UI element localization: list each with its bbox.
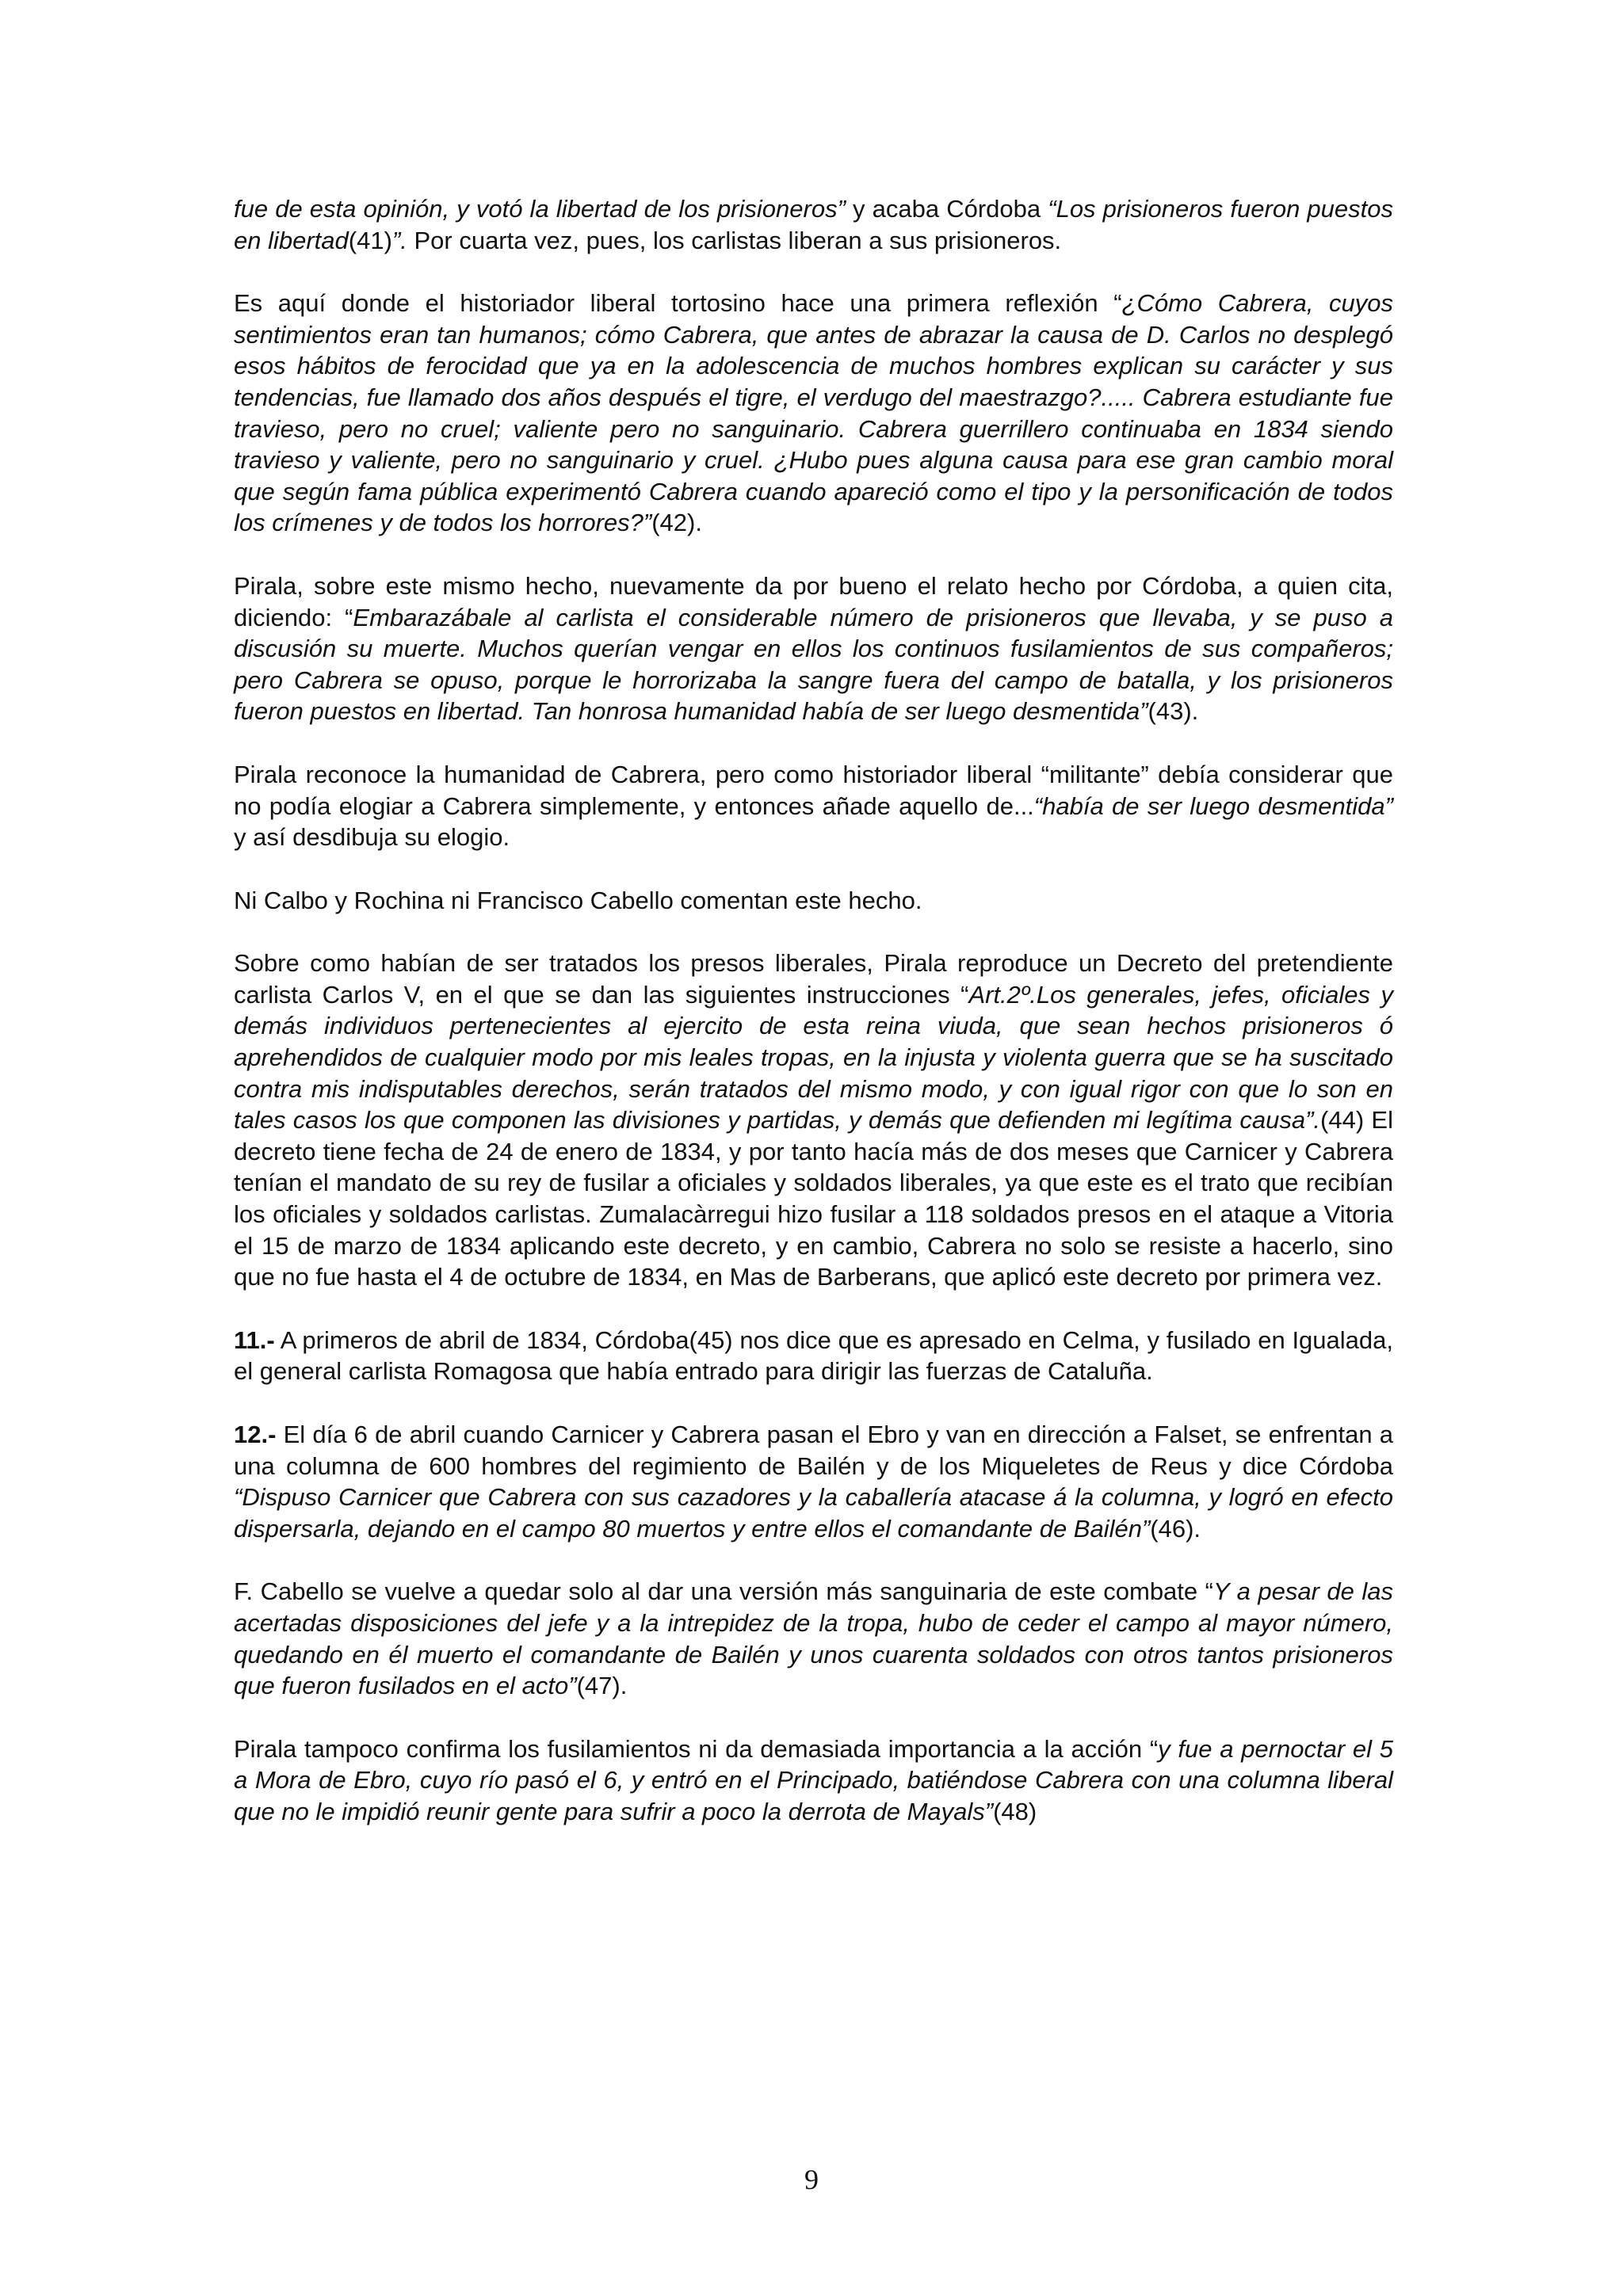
paragraph (234, 1733, 1393, 1828)
text-run: El día 6 de abril cuando Carnicer y Cabrera pasan el Ebro y van en dirección a Falset, se enfrentan a una columna de 600 hombres del regimiento de Bailén y de los Miqueletes de Reus y dice Córdoba (234, 1421, 1393, 1480)
text-run: (42). (651, 509, 702, 537)
section-number: 12.- (234, 1421, 277, 1448)
quoted-text: “había de ser luego desmentida” (1033, 791, 1393, 820)
text-run: Pirala tampoco confirma los fusilamientos ni da demasiada importancia a la acción “ (234, 1734, 1159, 1763)
quoted-text: Art.2º.Los generales, jefes, oficiales y demás individuos pertenecientes al ejercito de esta reina viuda, que sean hechos prisioneros ó aprehendidos de cualquier modo por mis leales tropas, en la injusta y violenta guerra que se ha suscitado contra mis indisputables derechos, serán tratados del mismo modo, y con igual rigor con que lo son en tales casos los que componen las divisiones y partidas, y demás que defienden mi legítima causa”. (234, 980, 1393, 1135)
quoted-text: ”. (391, 226, 407, 254)
paragraph (234, 1325, 1393, 1387)
text-run: (44) El decreto tiene fecha de 24 de enero de 1834, y por tanto hacía más de dos meses que Carnicer y Cabrera tenían el mandato de su rey de fusilar a oficiales y soldados liberales, ya que este es el trato que recibían los oficiales y soldados carlistas. Zumalacàrregui hizo fusilar a 118 soldados presos en el ataque a Vitoria el 15 de marzo de 1834 aplicando este decreto, y en cambio, Cabrera no solo se resiste a hacerlo, sino que no fue hasta el 4 de octubre de 1834, en Mas de Barberans, que aplicó este decreto por primera vez. (234, 1106, 1394, 1291)
paragraph (234, 570, 1393, 727)
quoted-text: Y a pesar de las acertadas disposiciones del jefe y a la intrepidez de la tropa, hubo de ceder el campo al mayor número, quedando en él muerto el comandante de Bailén y unos cuarenta soldados con otros tantos prisioneros que fueron fusilados en el acto” (234, 1577, 1394, 1700)
quoted-text: “Los prisioneros fueron puestos en libertad (234, 195, 1394, 254)
text-run: Pirala reconoce la humanidad de Cabrera, pero como historiador liberal “militante” debía considerar que no podía elogiar a Cabrera simplemente, y entonces añade aquello de... (234, 760, 1393, 820)
paragraph (234, 1419, 1393, 1544)
text-run: Por cuarta vez, pues, los carlistas liberan a sus prisioneros. (407, 226, 1062, 254)
text-run: (43). (1148, 697, 1199, 726)
text-run: y acaba Córdoba (845, 195, 1048, 223)
quoted-text: Embarazábale al carlista el considerable número de prisioneros que llevaba, y se puso a discusión su muerte. Muchos querían vengar en ellos los continuos fusilamientos de sus compañeros; pero Cabrera se opuso, porque le horrorizaba la sangre fuera del campo de batalla, y los prisioneros fueron puestos en libertad. Tan honrosa humanidad había de ser luego desmentida” (234, 603, 1393, 726)
quoted-text: fue de esta opinión, y votó la libertad de los prisioneros” (234, 195, 846, 223)
paragraph (234, 193, 1393, 256)
text-run: Pirala, sobre este mismo hecho, nuevamente da por bueno el relato hecho por Córdoba, a quien cita, diciendo: “ (234, 571, 1393, 631)
text-run: Sobre como habían de ser tratados los presos liberales, Pirala reproduce un Decreto del pretendiente carlista Carlos V, en el que se dan las siguientes instrucciones “ (234, 949, 1393, 1009)
document-body (234, 193, 1393, 1859)
text-run: (47). (576, 1672, 628, 1700)
paragraph (234, 1576, 1393, 1701)
text-run: Ni Calbo y Rochina ni Francisco Cabello comentan este hecho. (234, 886, 922, 914)
text-run: A primeros de abril de 1834, Córdoba(45) nos dice que es apresado en Celma, y fusilado en Igualada, el general carlista Romagosa que había entrado para dirigir las fuerzas de Cataluña. (234, 1325, 1393, 1386)
paragraph (234, 885, 1393, 917)
section-number: 11.- (234, 1325, 275, 1354)
paragraph (234, 288, 1393, 539)
paragraph (234, 759, 1393, 853)
text-run: (41) (348, 226, 392, 254)
page-number: 9 (804, 2164, 819, 2195)
quoted-text: “Dispuso Carnicer que Cabrera con sus cazadores y la caballería atacase á la columna, y logró en efecto dispersarla, dejando en el campo 80 muertos y entre ellos el comandante de Bailén” (234, 1483, 1393, 1543)
quoted-text: y fue a pernoctar el 5 a Mora de Ebro, cuyo río pasó el 6, y entró en el Principado, batiéndose Cabrera con una columna liberal que no le impidió reunir gente para sufrir a poco la derrota de Mayals” (234, 1734, 1393, 1825)
paragraph (234, 948, 1393, 1293)
text-run: y así desdibuja su elogio. (234, 823, 510, 852)
text-run: (48) (993, 1797, 1037, 1825)
text-run: (46). (1150, 1514, 1201, 1543)
quoted-text: ¿Cómo Cabrera, cuyos sentimientos eran tan humanos; cómo Cabrera, que antes de abrazar la causa de D. Carlos no desplegó esos hábitos de ferocidad que ya en la adolescencia de muchos hombres explican su carácter y sus tendencias, fue llamado dos años después el tigre, el verdugo del maestrazgo?..... Cabrera estudiante fue travieso, pero no cruel; valiente pero no sanguinario. Cabrera guerrillero continuaba en 1834 siendo travieso y valiente, pero no sanguinario y cruel. ¿Hubo pues alguna causa para ese gran cambio moral que según fama pública experimentó Cabrera cuando apareció como el tipo y la personificación de todos los crímenes y de todos los horrores?” (234, 289, 1393, 537)
text-run: Es aquí donde el historiador liberal tortosino hace una primera reflexión “ (234, 289, 1122, 318)
text-run: F. Cabello se vuelve a quedar solo al dar una versión más sanguinaria de este combate “ (234, 1577, 1213, 1606)
